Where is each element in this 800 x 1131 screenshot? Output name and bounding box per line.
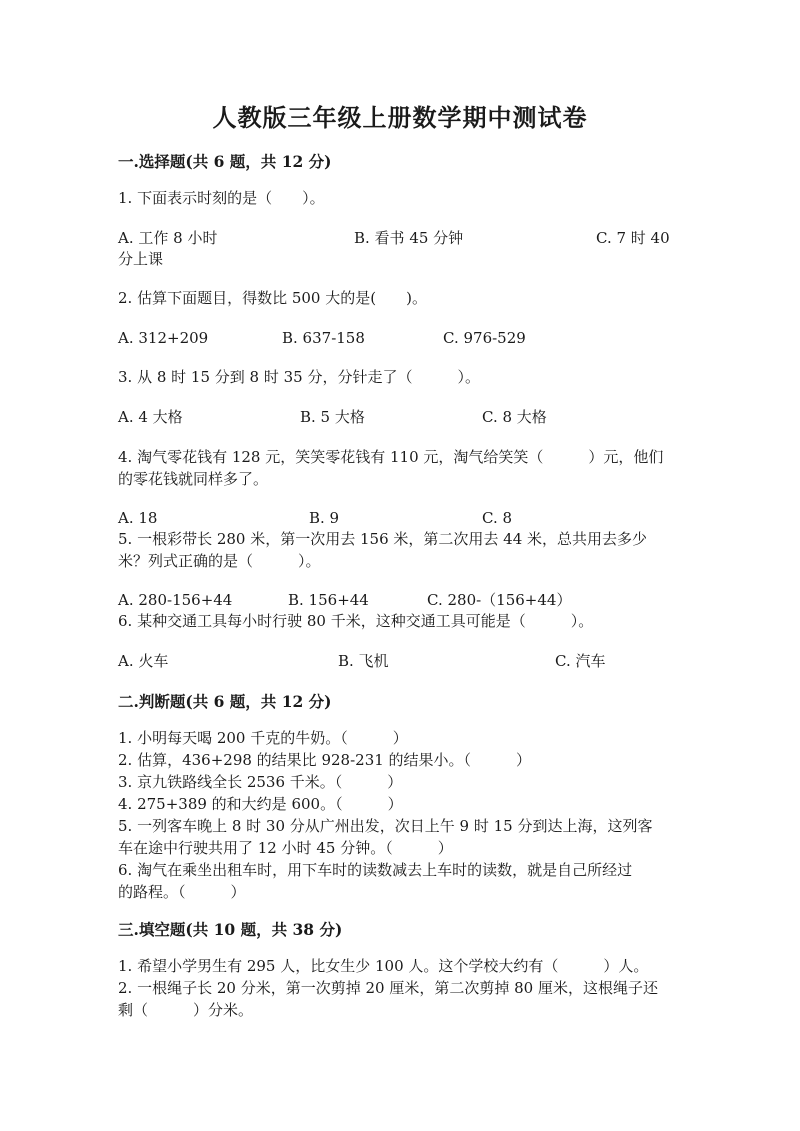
option-b: B. 156+44	[288, 591, 369, 609]
question-text: 3. 从 8 时 15 分到 8 时 35 分，分针走了（ ）。	[118, 368, 480, 386]
option-c: C. 汽车	[555, 652, 606, 670]
page-title: 人教版三年级上册数学期中测试卷	[212, 103, 588, 132]
option-c: C. 280-（156+44）	[427, 591, 572, 609]
option-a: A. 18	[118, 509, 158, 527]
question-text-continued: 的零花钱就同样多了。	[118, 470, 269, 488]
section-heading-judgement: 二.判断题(共 6 题，共 12 分)	[118, 692, 332, 711]
section-heading-fill-blank: 三.填空题(共 10 题，共 38 分)	[118, 920, 343, 939]
judgement-line: 3. 京九铁路线全长 2536 千米。（ ）	[118, 773, 403, 791]
option-b: B. 飞机	[338, 652, 389, 670]
fill-blank-line: 1. 希望小学男生有 295 人，比女生少 100 人。这个学校大约有（ ）人。	[118, 957, 649, 975]
option-b: B. 看书 45 分钟	[354, 229, 464, 247]
judgement-line: 的路程。（ ）	[118, 883, 246, 901]
judgement-line: 6. 淘气在乘坐出租车时，用下车时的读数减去上车时的读数，就是自己所经过	[118, 861, 633, 879]
option-a: A. 工作 8 小时	[118, 229, 218, 247]
section-heading-choice: 一.选择题(共 6 题，共 12 分)	[118, 152, 332, 171]
question-text: 6. 某种交通工具每小时行驶 80 千米，这种交通工具可能是（ ）。	[118, 612, 594, 630]
question-text: 2. 估算下面题目，得数比 500 大的是( )。	[118, 289, 427, 307]
question-text-continued: 米？列式正确的是（ ）。	[118, 552, 321, 570]
question-text: 1. 下面表示时刻的是（ ）。	[118, 189, 325, 207]
question-text: 4. 淘气零花钱有 128 元，笑笑零花钱有 110 元，淘气给笑笑（ ）元，他们	[118, 448, 664, 466]
fill-blank-line: 2. 一根绳子长 20 分米，第一次剪掉 20 厘米，第二次剪掉 80 厘米，这根绳子还	[118, 979, 658, 997]
option-c: C. 8 大格	[482, 408, 547, 426]
judgement-line: 2. 估算，436+298 的结果比 928-231 的结果小。（ ）	[118, 751, 532, 769]
option-b: B. 5 大格	[300, 408, 365, 426]
option-c: C. 976-529	[443, 329, 526, 347]
question-text: 5. 一根彩带长 280 米，第一次用去 156 米，第二次用去 44 米，总共用去多少	[118, 530, 648, 548]
option-a: A. 280-156+44	[118, 591, 233, 609]
judgement-line: 4. 275+389 的和大约是 600。（ ）	[118, 795, 403, 813]
judgement-line: 1. 小明每天喝 200 千克的牛奶。（ ）	[118, 729, 408, 747]
option-a: A. 火车	[118, 652, 169, 670]
option-c: C. 8	[482, 509, 513, 527]
option-b: B. 637-158	[282, 329, 365, 347]
judgement-line: 5. 一列客车晚上 8 时 30 分从广州出发，次日上午 9 时 15 分到达上海，这列客	[118, 817, 653, 835]
option-c-continued: 分上课	[118, 250, 164, 268]
judgement-line: 车在途中行驶共用了 12 小时 45 分钟。（ ）	[118, 839, 453, 857]
option-a: A. 4 大格	[118, 408, 183, 426]
option-a: A. 312+209	[118, 329, 209, 347]
option-b: B. 9	[309, 509, 340, 527]
option-c: C. 7 时 40	[596, 229, 670, 247]
fill-blank-line: 剩（ ）分米。	[118, 1001, 254, 1019]
